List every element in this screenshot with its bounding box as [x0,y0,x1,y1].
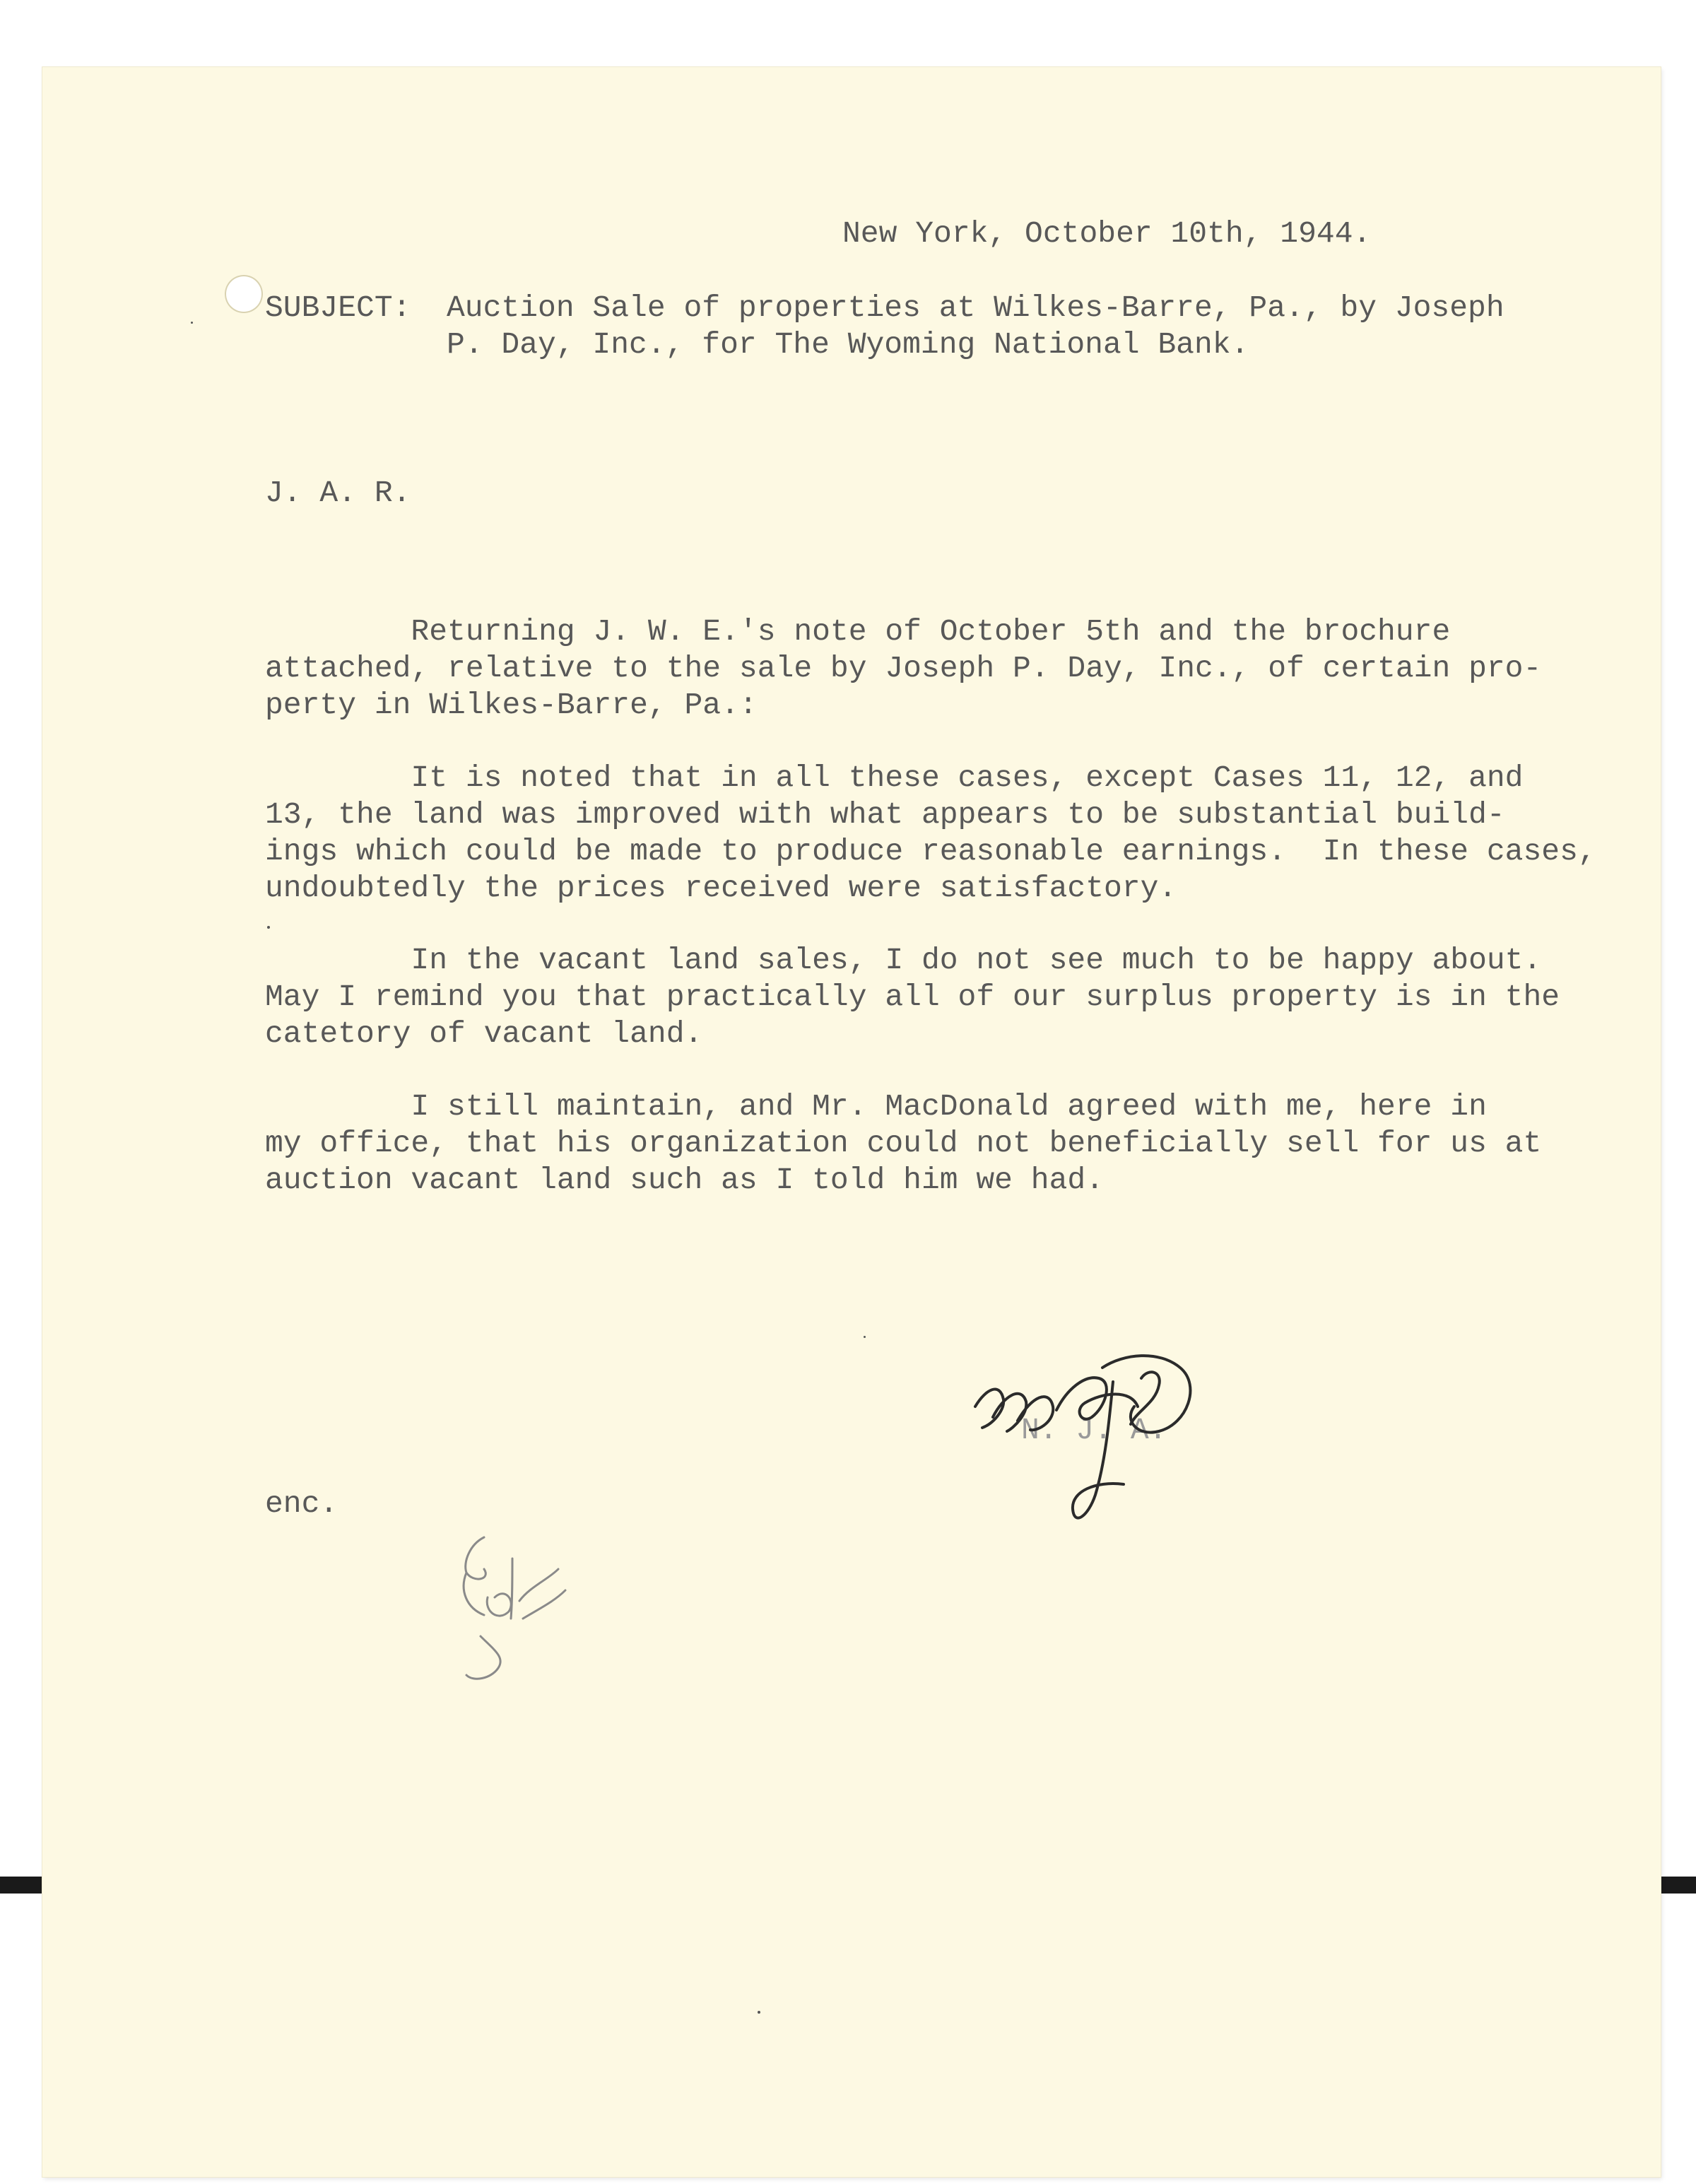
body-line: May I remind you that practically all of our surplus property is in the [265,980,1560,1014]
paper-speck [758,2011,760,2014]
typed-initials: N. J. A. [1021,1413,1167,1448]
punch-hole [225,275,263,313]
body-line: catetory of vacant land. [265,1016,703,1051]
paragraph-3 [265,942,1560,1052]
body-line: 13, the land was improved with what appears to be substantial build- [265,797,1505,832]
paper-speck [864,1336,866,1338]
enclosure-note: enc. [265,1486,338,1521]
body-line: undoubtedly the prices received were satisfactory. [265,871,1177,905]
body-line: It is noted that in all these cases, except Cases 11, 12, and [265,761,1524,795]
subject-line: Auction Sale of properties at Wilkes-Barre, Pa., by Joseph [447,290,1504,325]
body-line: my office, that his organization could not beneficially sell for us at [265,1126,1542,1161]
pencil-mark [442,1530,583,1693]
body-line: Returning J. W. E.'s note of October 5th and the brochure [265,614,1451,649]
body-line: perty in Wilkes-Barre, Pa.: [265,688,758,722]
body-line: I still maintain, and Mr. MacDonald agreed with me, here in [265,1089,1487,1124]
addressee: J. A. R. [265,476,411,510]
paragraph-2 [265,760,1596,907]
paragraph-4 [265,1088,1541,1199]
date-line: New York, October 10th, 1944. [842,216,1372,251]
paper-speck [267,926,270,929]
subject-label: SUBJECT: [265,290,411,325]
body-line: ings which could be made to produce reasonable earnings. In these cases, [265,834,1596,869]
subject-line: P. Day, Inc., for The Wyoming National Bank. [447,327,1249,362]
body-line: attached, relative to the sale by Joseph P. Day, Inc., of certain pro- [265,651,1542,686]
paper-speck [191,322,193,324]
handwritten-signature [961,1339,1230,1544]
body-line: auction vacant land such as I told him we had. [265,1163,1104,1197]
body-line: In the vacant land sales, I do not see much to be happy about. [265,943,1542,977]
paragraph-1 [265,613,1541,724]
subject-text [447,290,1504,363]
